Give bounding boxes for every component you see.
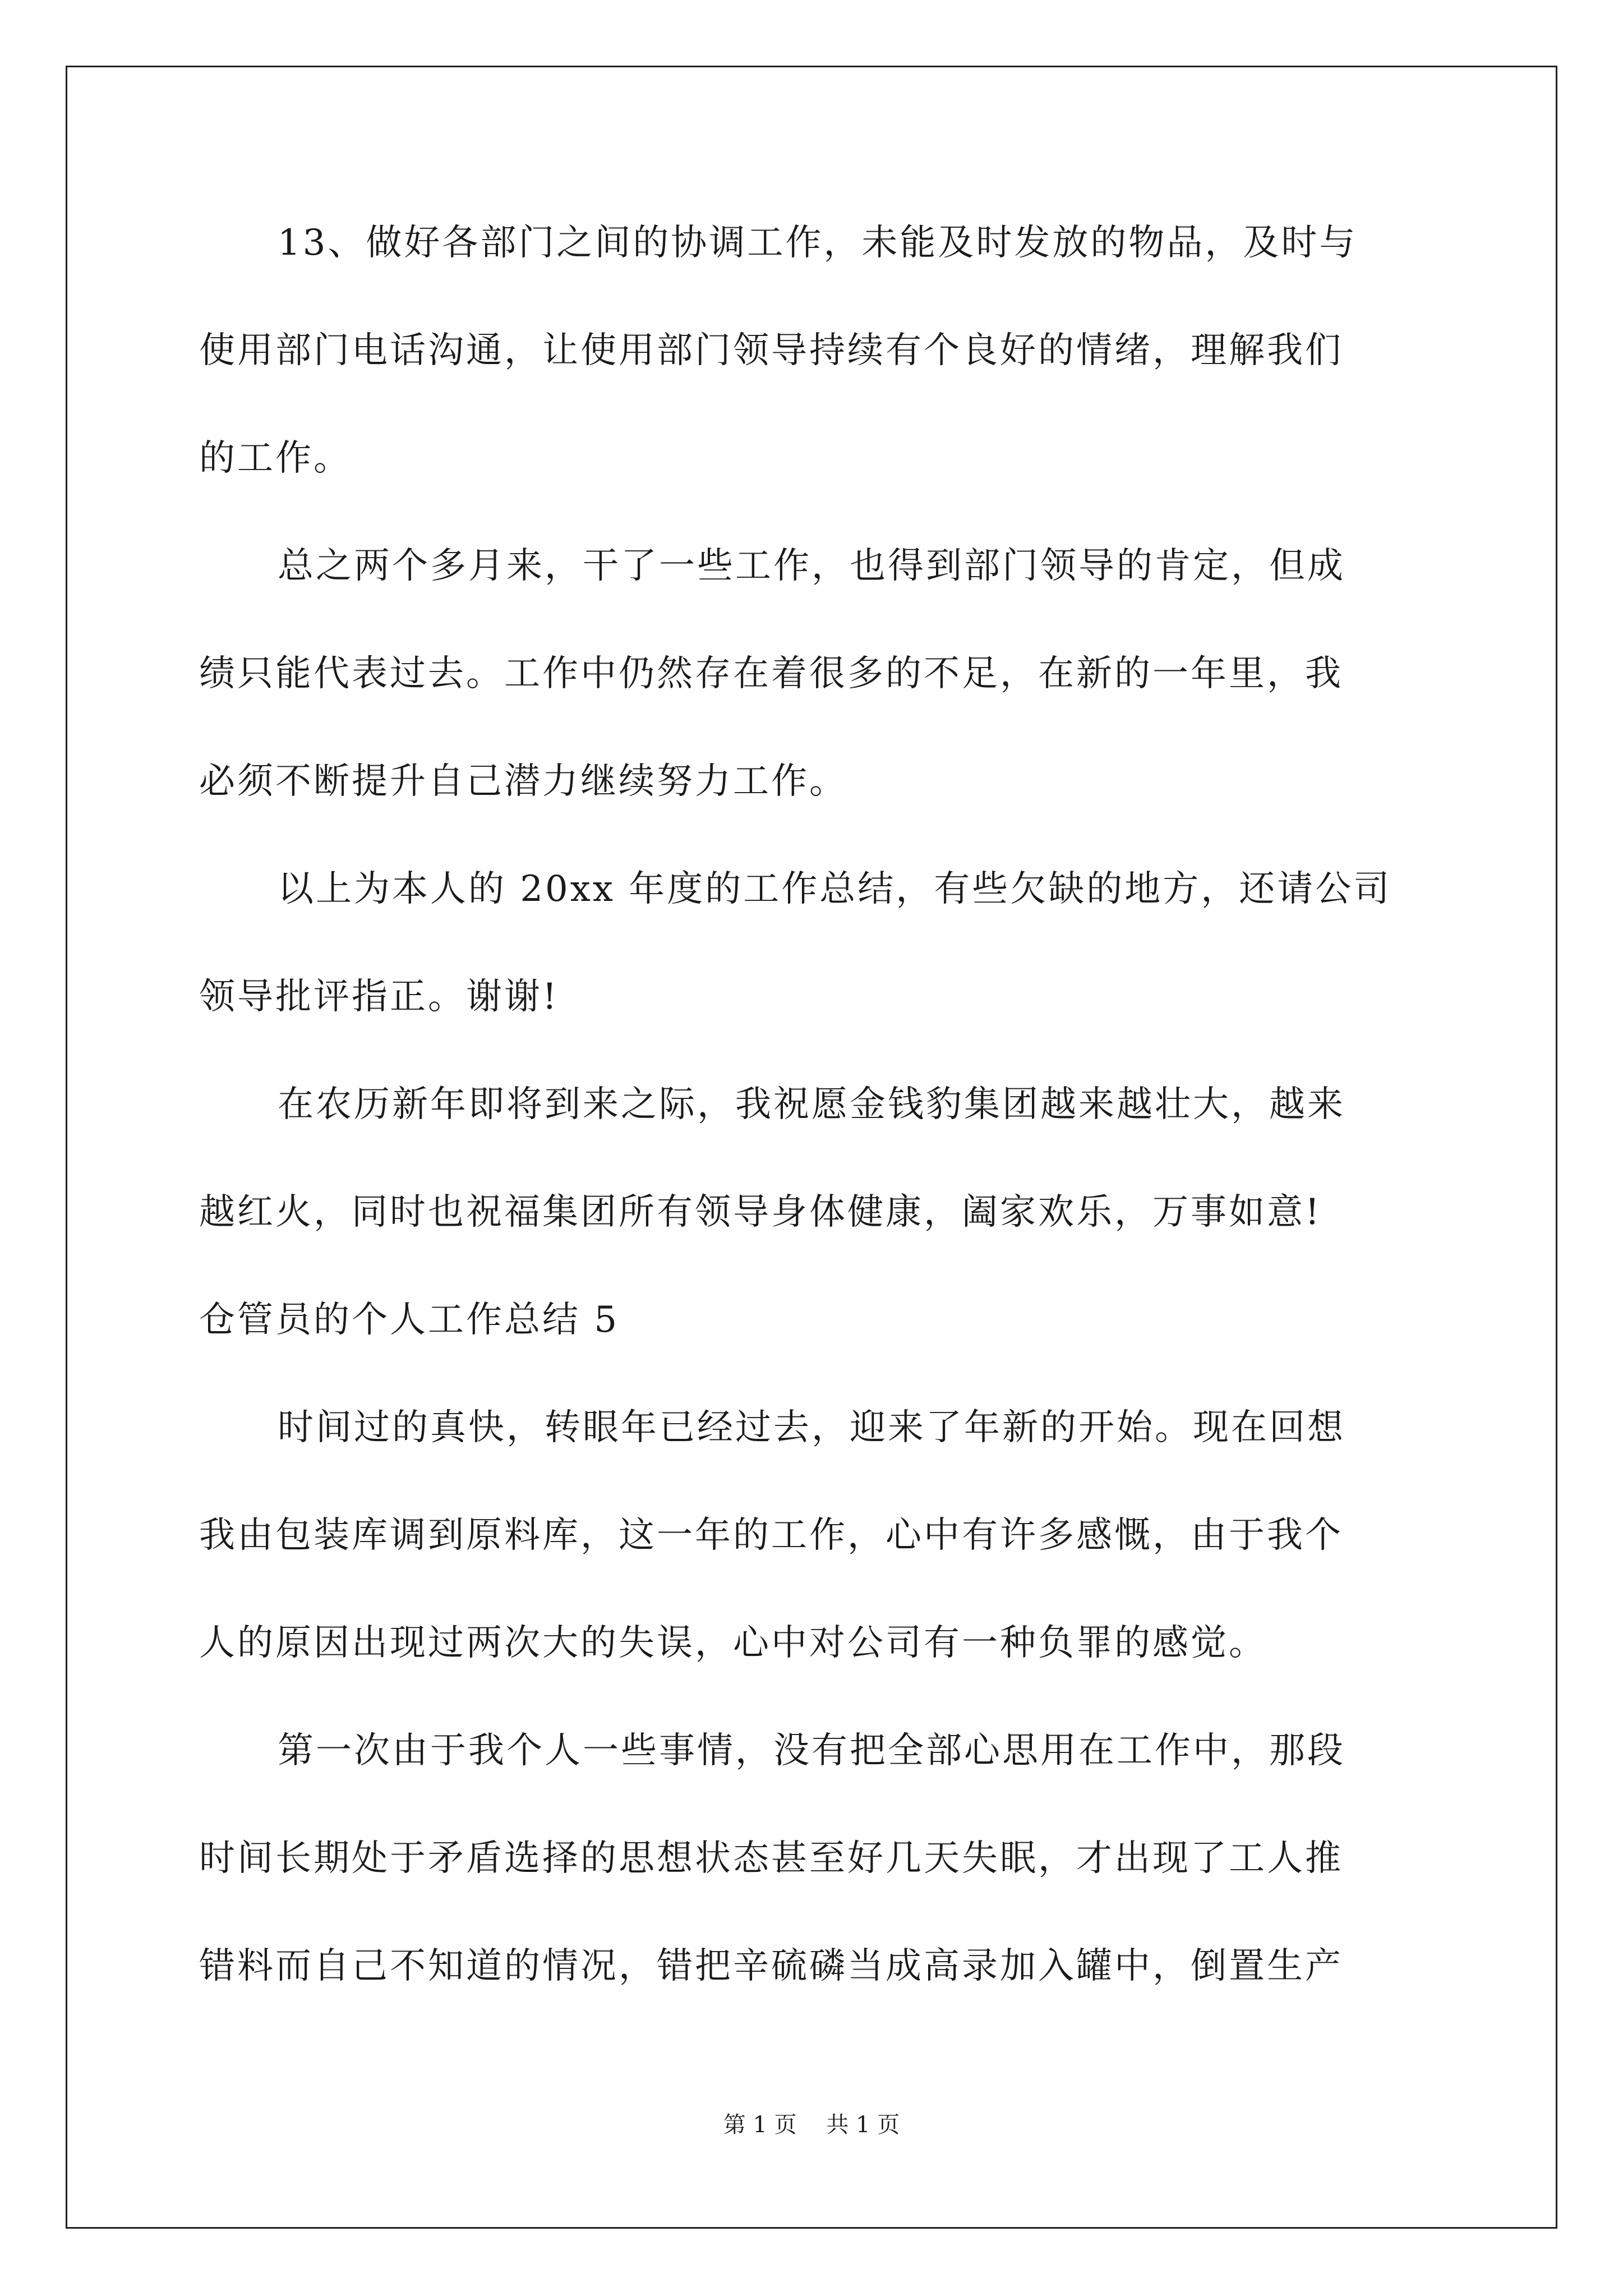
paragraph [199,539,1433,808]
text-line: 越红火，同时也祝福集团所有领导身体健康，阖家欢乐，万事如意! [199,1191,1322,1233]
paragraph [199,216,1433,485]
text-line: 在农历新年即将到来之际，我祝愿金钱豹集团越来越壮大，越来 [278,1084,1345,1125]
total-pages: 共 1 页 [826,2112,900,2138]
page-footer [0,2110,1623,2139]
paragraph [199,1401,1433,1670]
text-line: 总之两个多月来，干了一些工作，也得到部门领导的肯定，但成 [278,545,1345,587]
text-line: 错料而自己不知道的情况，错把辛硫磷当成高录加入罐中，倒置生产 [199,1945,1343,1987]
text-line: 的工作。 [199,438,352,479]
text-line: 第一次由于我个人一些事情，没有把全部心思用在工作中，那段 [278,1730,1345,1772]
text-line: 时间过的真快，转眼年已经过去，迎来了年新的开始。现在回想 [278,1407,1345,1448]
text-line: 我由包装库调到原料库，这一年的工作，心中有许多感慨，由于我个 [199,1515,1343,1556]
paragraph [199,862,1433,1024]
text-line: 13、做好各部门之间的协调工作，未能及时发放的物品，及时与 [278,222,1358,264]
text-line: 以上为本人的 20xx 年度的工作总结，有些欠缺的地方，还请公司 [278,868,1392,910]
text-line: 必须不断提升自己潜力继续努力工作。 [199,761,847,802]
text-line: 领导批评指正。谢谢! [199,976,559,1018]
document-body [199,216,1433,2047]
paragraph [199,1724,1433,1993]
section-heading: 仓管员的个人工作总结 5 [199,1299,620,1341]
text-line: 绩只能代表过去。工作中仍然存在着很多的不足，在新的一年里，我 [199,653,1343,694]
text-line: 时间长期处于矛盾选择的思想状态甚至好几天失眠，才出现了工人推 [199,1838,1343,1879]
text-line: 使用部门电话沟通，让使用部门领导持续有个良好的情绪，理解我们 [199,330,1343,371]
text-line: 人的原因出现过两次大的失误，心中对公司有一种负罪的感觉。 [199,1622,1267,1664]
paragraph [199,1078,1433,1239]
page-number: 第 1 页 [723,2112,797,2138]
